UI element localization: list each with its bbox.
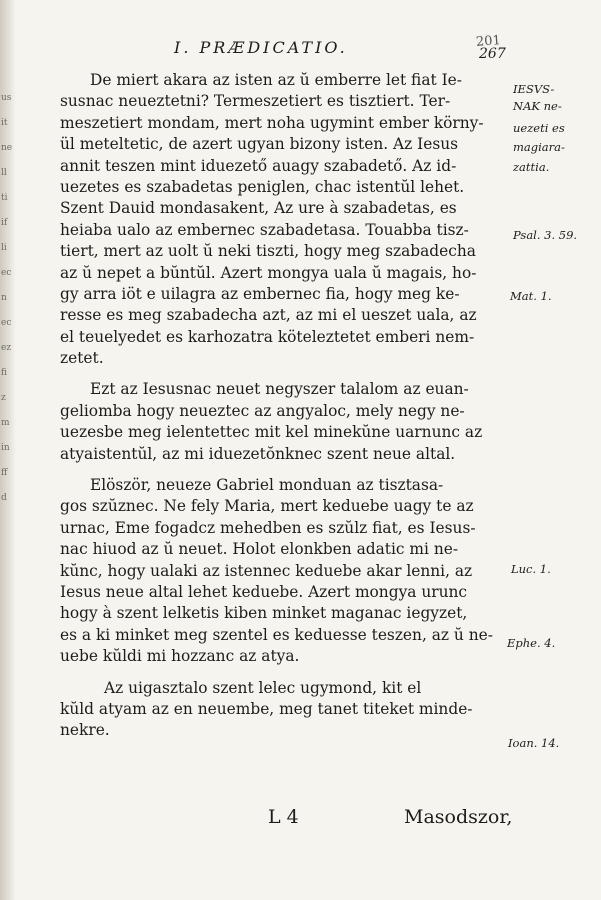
folio-number: 267 [479,46,506,62]
gutter-fragment: li [1,243,7,253]
text-line: kŭld atyam az en neuembe, meg tanet titeket minde- [60,699,473,718]
paragraph [60,475,510,668]
text-line: annit teszen mint iduezető auagy szabadető. Az id- [60,156,457,175]
gutter-fragment: it [1,118,8,128]
previous-page-edge [0,0,16,900]
signature-mark: L 4 [268,806,299,828]
catchword: Masodszor, [404,806,513,828]
text-line: gy arra iöt e uilagra az embernec fia, hogy meg ke- [60,284,460,303]
gutter-fragment: ll [1,168,7,178]
text-line: geliomba hogy neueztec az angyaloc, mely negy ne- [60,401,465,420]
text-line: uezesbe meg ielentettec mit kel minekŭne uarnunc az [60,423,483,442]
margin-note: Psal. 3. 59. [513,228,578,242]
gutter-fragment: ec [1,318,12,328]
text-line: kŭnc, hogy ualaki az istennec keduebe akar lenni, az [60,561,473,580]
text-line: Szent Dauid mondasakent, Az ure à szabadetas, es [60,199,457,218]
text-line: zetet. [60,349,104,368]
text-line: meszetiert mondam, mert noha ugymint ember körny- [60,113,484,132]
gutter-fragment: ec [1,268,12,278]
paragraph [60,379,510,465]
gutter-fragment: in [1,443,10,453]
gutter-fragment: if [1,218,8,228]
gutter-fragment: d [1,493,7,503]
text-line: uezetes es szabadetas peniglen, chac istentŭl lehet. [60,177,465,196]
text-line: el teuelyedet es karhozatra köteleztetet emberi nem- [60,327,475,346]
margin-note: IESVS- [513,82,555,96]
text-line: atyaistentŭl, az mi iduezetŏnknec szent neue altal. [60,444,456,463]
gutter-fragment: m [1,418,10,428]
gutter-fragment: ti [1,193,8,203]
gutter-fragment: ne [1,143,13,153]
text-line: uebe kŭldi mi hozzanc az atya. [60,647,300,666]
text-line: tiert, mert az uolt ŭ neki tiszti, hogy meg szabadecha [60,242,476,261]
text-line: Elöször, neueze Gabriel monduan az tisztasa- [90,476,444,495]
gutter-fragment: ez [1,343,12,353]
running-title: I. PRÆDICATIO. [174,38,348,57]
gutter-fragment: ff [1,468,8,478]
gutter-fragment: us [1,93,12,103]
text-line: Az uigasztalo szent lelec ugymond, kit el [104,678,422,697]
margin-note: NAK ne- [513,99,562,113]
text-line: heiaba ualo az embernec szabadetasa. Touabba tisz- [60,220,469,239]
margin-note: Ioan. 14. [508,736,560,750]
text-line: ül meteltetic, de azert ugyan bizony isten. Az Iesus [60,135,459,154]
text-line: gos szŭznec. Ne fely Maria, mert keduebe uagy te az [60,497,474,516]
gutter-fragment: n [1,293,7,303]
margin-note: Luc. 1. [511,562,551,576]
text-line: es a ki minket meg szentel es keduesse teszen, az ŭ ne- [60,625,493,644]
text-line: nekre. [60,721,110,740]
text-line: resse es meg szabadecha azt, az mi el ueszet uala, az [60,306,477,325]
margin-note: Ephe. 4. [507,636,556,650]
paragraph [60,70,510,369]
text-line: Iesus neue altal lehet keduebe. Azert mongya urunc [60,582,468,601]
text-line: De miert akara az isten az ŭ emberre let fiat Ie- [90,71,462,89]
margin-note: magiara- [513,140,565,154]
paragraph [60,678,510,742]
margin-note: Mat. 1. [510,289,552,303]
gutter-fragments [1,86,15,511]
gutter-fragment: fi [1,368,8,378]
text-line: hogy à szent lelketis kiben minket maganac iegyzet, [60,604,468,623]
text-line: nac hiuod az ŭ neuet. Holot elonkben adatic mi ne- [60,540,459,559]
margin-note: uezeti es [513,121,565,135]
text-line: urnac, Eme fogadcz mehedben es szŭlz fiat, es Iesus- [60,518,476,537]
gutter-fragment: z [1,393,6,403]
text-line: az ŭ nepet a bŭntŭl. Azert mongya uala ŭ magais, ho- [60,263,477,282]
text-line: Ezt az Iesusnac neuet negyszer talalom az euan- [90,380,469,399]
old-folio-number: 201 [475,33,502,50]
margin-note: zattia. [513,160,550,174]
text-line: susnac neueztetni? Termeszetiert es tisztiert. Ter- [60,92,451,111]
main-text [60,70,510,742]
